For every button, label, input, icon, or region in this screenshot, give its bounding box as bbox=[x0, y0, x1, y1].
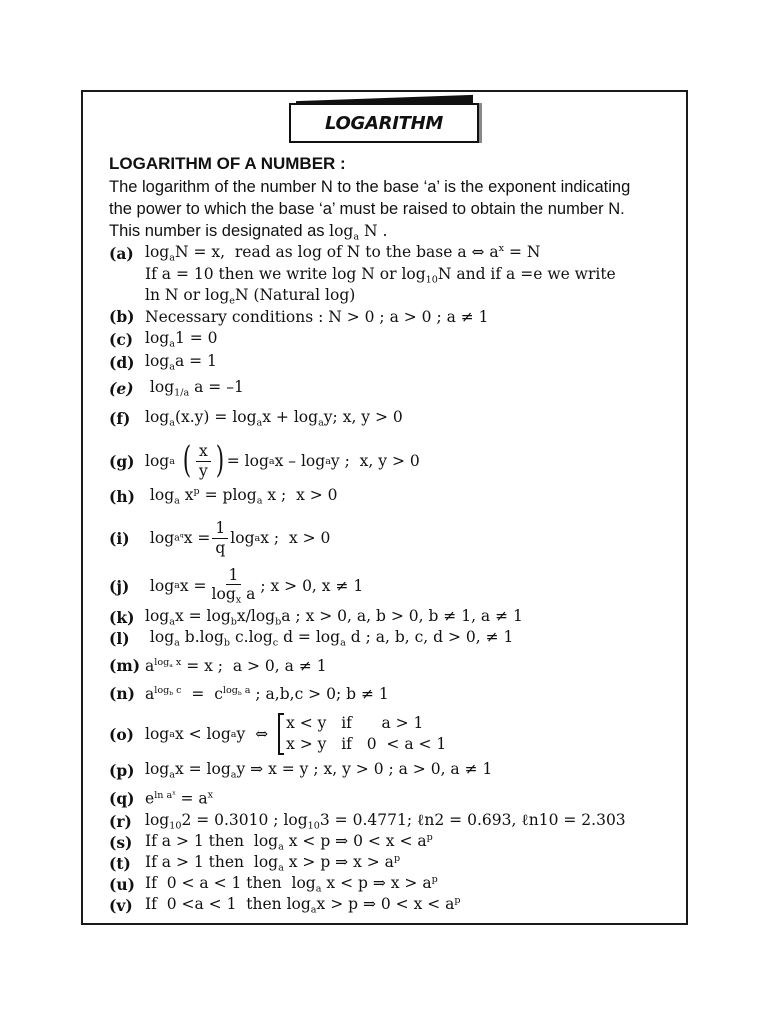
formula-t bbox=[109, 853, 669, 873]
formula-d-text: $\log_aa = 1$ bbox=[145, 352, 217, 373]
formula-u bbox=[109, 874, 669, 894]
label-k: (k) bbox=[109, 607, 135, 627]
label-l: (l) bbox=[109, 628, 130, 648]
formula-l bbox=[109, 628, 669, 648]
formula-c-text: $\log_a1 = 0$ bbox=[145, 329, 218, 350]
formula-g bbox=[109, 438, 669, 484]
formula-j bbox=[109, 563, 669, 609]
formula-d bbox=[109, 352, 669, 372]
label-n: (n) bbox=[109, 684, 135, 703]
label-p: (p) bbox=[109, 760, 135, 780]
label-e: (e) bbox=[109, 378, 134, 398]
label-i: (i) bbox=[109, 528, 130, 548]
formula-a-text: $\log_aN = x$, read as log of N to the base a ⇔ $a^x = N$ bbox=[145, 243, 541, 264]
formula-h-text: $\log_a x^p = plog_a$ x ; x > 0 bbox=[145, 486, 338, 507]
section-heading: LOGARITHM OF A NUMBER : bbox=[109, 154, 346, 173]
label-q: (q) bbox=[109, 789, 135, 808]
formula-j-text: log a x = $\frac{1}{\log_x a}$ ; x > 0, x ≠ 1 bbox=[145, 565, 364, 606]
formula-o-cases: x < y if a > 1 x > y if 0 < a < 1 bbox=[278, 713, 446, 755]
label-f: (f) bbox=[109, 408, 131, 428]
formula-k-tail: ; x > 0, a, b > 0, b ≠ 1, a ≠ 1 bbox=[295, 607, 523, 625]
label-m: (m) bbox=[109, 656, 141, 675]
label-o: (o) bbox=[109, 724, 135, 744]
label-u: (u) bbox=[109, 874, 135, 894]
formula-e-text: $\log_{1/a} a = -1$ bbox=[145, 378, 244, 399]
formula-l-tail: ; a, b, c, d > 0, ≠ 1 bbox=[365, 628, 514, 646]
formula-t-text: If a > 1 then $\log_a x > p$ ⇒ $x > a^p$ bbox=[145, 853, 401, 874]
formula-r-text: $\log_{10}2 = 0.3010$ ; $\log_{10}3 = 0.4771$; ℓn2 = 0.693, ℓn10 = 2.303 bbox=[145, 811, 626, 832]
formula-r-tail: ℓn2 = 0.693, ℓn10 = 2.303 bbox=[416, 811, 626, 829]
formula-o bbox=[109, 710, 669, 758]
label-r: (r) bbox=[109, 811, 132, 831]
label-v: (v) bbox=[109, 895, 133, 915]
label-d: (d) bbox=[109, 352, 135, 372]
formula-i-text: log $a^q$ x = $\frac{1}{q}$ log a x ; x > 0 bbox=[145, 518, 331, 557]
formula-p bbox=[109, 760, 669, 780]
formula-b bbox=[109, 307, 669, 326]
formula-m bbox=[109, 656, 669, 675]
formula-v bbox=[109, 895, 669, 915]
formula-s-text: If a > 1 then $\log_a x < p$ ⇒ $0 < x < a^p$ bbox=[145, 832, 433, 853]
formula-o-text: log a x < log a y ⇔ x < y if a > 1 x > y if 0 < a < 1 bbox=[145, 714, 447, 753]
intro-line-3: This number is designated as $\log_a N$ . bbox=[109, 222, 388, 243]
formula-h bbox=[109, 486, 669, 506]
label-g: (g) bbox=[109, 451, 135, 471]
intro-line-2: the power to which the base ‘a’ must be raised to obtain the number N. bbox=[109, 200, 625, 218]
page-title: LOGARITHM bbox=[325, 112, 443, 134]
intro-line-3-text: This number is designated as bbox=[109, 222, 325, 240]
formula-q bbox=[109, 789, 669, 808]
label-c: (c) bbox=[109, 329, 134, 349]
formula-m-text: $a^{log_a x} = x$ ; a > 0, a ≠ 1 bbox=[145, 656, 327, 675]
formula-f-text: $\log_a(x.y) = \log_ax + \log_ay$; x, y > 0 bbox=[145, 408, 403, 429]
formula-l-text: $\log_a b.\log_b$ $c.\log_c$ $d = \log_a d$ ; a, b, c, d > 0, ≠ 1 bbox=[145, 628, 514, 649]
formula-k bbox=[109, 607, 669, 627]
formula-q-text: $e^{ln a^x} = a^x$ bbox=[145, 789, 214, 808]
formula-s bbox=[109, 832, 669, 852]
label-h: (h) bbox=[109, 486, 135, 506]
formula-n-text: $a^{log_b c} = c^{log_b a}$ ; a,b,c > 0; b ≠ 1 bbox=[145, 684, 389, 703]
formula-e bbox=[109, 378, 669, 398]
label-b: (b) bbox=[109, 307, 135, 326]
formula-a-cont-1: If a = 10 then we write log N or $\log_{10}N$ and if a =e we write bbox=[145, 265, 616, 286]
label-t: (t) bbox=[109, 853, 131, 873]
formula-r bbox=[109, 811, 669, 831]
formula-a bbox=[109, 243, 669, 263]
formula-c bbox=[109, 329, 669, 349]
formula-g-text: log a ( $\frac{x}{y}$ ) = log a x – log a y ; x, y > 0 bbox=[145, 440, 420, 481]
formula-p-text: $\log_ax = \log_ay$ ⇒ x = y ; x, y > 0 ; a > 0, a ≠ 1 bbox=[145, 760, 493, 781]
label-j: (j) bbox=[109, 576, 130, 596]
formula-u-text: If 0 < a < 1 then $\log_a x < p$ ⇒ $x > a^p$ bbox=[145, 874, 438, 895]
intro-line-1: The logarithm of the number N to the base ‘a’ is the exponent indicating bbox=[109, 178, 631, 196]
label-s: (s) bbox=[109, 832, 133, 852]
formula-k-text: $\log_ax = \log_bx/\log_ba$ ; x > 0, a, b > 0, b ≠ 1, a ≠ 1 bbox=[145, 607, 523, 628]
formula-b-text: Necessary conditions : N > 0 ; a > 0 ; a ≠ 1 bbox=[145, 307, 489, 326]
formula-f bbox=[109, 408, 669, 428]
formula-i bbox=[109, 515, 669, 561]
title-banner bbox=[289, 103, 479, 143]
label-a: (a) bbox=[109, 243, 134, 263]
formula-v-text: If 0 <a < 1 then $\log_ax > p$ ⇒ $0 < x < a^p$ bbox=[145, 895, 461, 916]
formula-n bbox=[109, 684, 669, 703]
formula-a-cont-2: ln N or $\log_eN$ (Natural log) bbox=[145, 286, 356, 307]
